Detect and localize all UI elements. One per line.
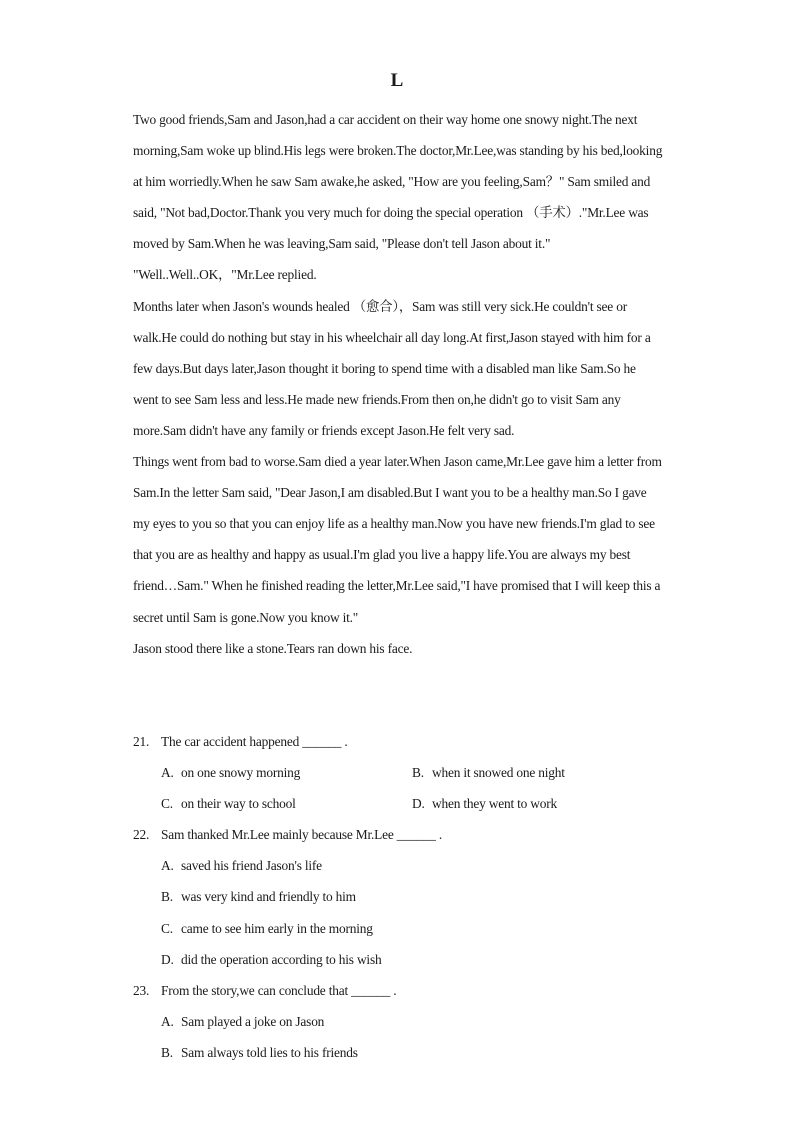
passage-paragraph-3: Things went from bad to worse.Sam died a year later.When Jason came,Mr.Lee gave him a letter from Sam.In the letter Sam said, "Dear Jason,I am disabled.But I want you to be a healthy man.So I gave my eyes to you so that you can enjoy life as a healthy man.Now you have new friends.I'm glad to see that you are as healthy and happy as usual.I'm glad you live a happy life.You are always my best friend…Sam." When he finished reading the letter,Mr.Lee said,"I have promised that I will keep this a secret until Sam is gone.Now you know it.": [133, 454, 662, 625]
option-a[interactable]: A. saved his friend Jason's life: [161, 858, 322, 874]
question-21-options: [161, 757, 663, 819]
question-stem: The car accident happened ______ .: [161, 734, 348, 749]
option-a[interactable]: A. Sam played a joke on Jason: [161, 1013, 325, 1029]
question-23-options: [161, 1006, 663, 1068]
question-22: [133, 819, 663, 850]
page-title: L: [390, 70, 404, 91]
question-number: 23.: [133, 982, 150, 998]
question-number: 22.: [133, 827, 150, 843]
option-c[interactable]: C. on their way to school: [161, 796, 296, 812]
question-23: [133, 975, 663, 1006]
passage-paragraph-2: Months later when Jason's wounds healed （愈合），Sam was still very sick.He couldn't see or walk.He could do nothing but stay in his wheelchair all day long.At first,Jason stayed with him for a few days.But days later,Jason thought it boring to spend time with a disabled man like Sam.So he went to see Sam less and less.He made new friends.From then on,he didn't go to visit Sam any more.Sam didn't have any family or friends except Jason.He felt very sad.: [133, 298, 651, 438]
option-b[interactable]: B. when it snowed one night: [412, 765, 565, 781]
option-a[interactable]: A. on one snowy morning: [161, 765, 301, 781]
question-number: 21.: [133, 734, 150, 749]
option-b[interactable]: B. Sam always told lies to his friends: [161, 1044, 358, 1060]
option-d[interactable]: D. when they went to work: [412, 796, 558, 812]
question-21: [133, 726, 663, 757]
question-stem: Sam thanked Mr.Lee mainly because Mr.Lee ______ .: [161, 827, 442, 843]
passage-paragraph-4: Jason stood there like a stone.Tears ran down his face.: [133, 640, 413, 656]
passage-paragraph-1: Two good friends,Sam and Jason,had a car accident on their way home one snowy night.The next morning,Sam woke up blind.His legs were broken.The doctor,Mr.Lee,was standing by his bed,looking at him worriedly.When he saw Sam awake,he asked, "How are you feeling,Sam？" Sam smiled and said, "Not bad,Doctor.Thank you very much for doing the special operation （手术）."Mr.Lee was moved by Sam.When he was leaving,Sam said, "Please don't tell Jason about it." "Well..Well..OK，"Mr.Lee replied.: [133, 112, 663, 283]
option-c[interactable]: C. came to see him early in the morning: [161, 920, 373, 936]
question-22-options: [161, 850, 663, 974]
option-b[interactable]: B. was very kind and friendly to him: [161, 889, 356, 905]
reading-passage: [133, 104, 663, 664]
question-list: [133, 726, 663, 1068]
question-stem: From the story,we can conclude that ______ .: [161, 982, 397, 998]
option-d[interactable]: D. did the operation according to his wish: [161, 951, 382, 967]
